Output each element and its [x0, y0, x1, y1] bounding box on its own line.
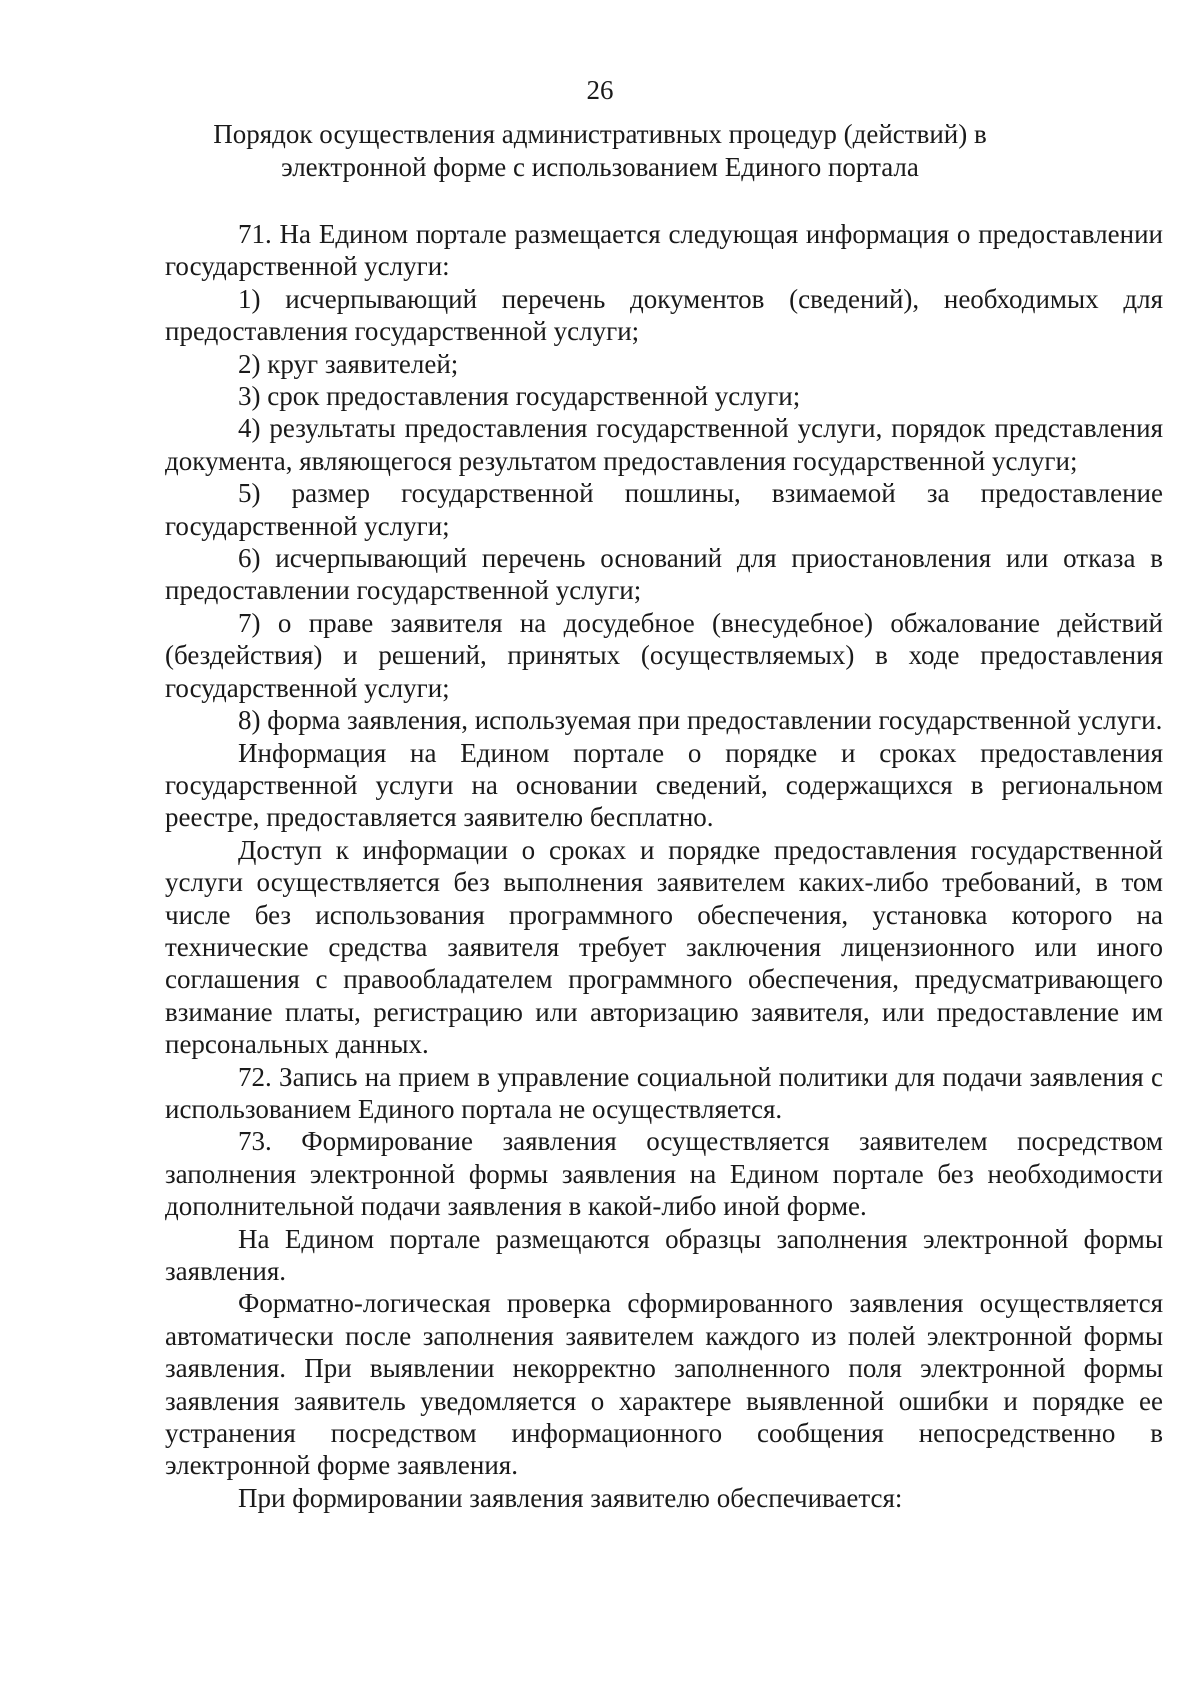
page-number: 26: [586, 75, 614, 105]
paragraph-73: 73. Формирование заявления осуществляется заявителем посредством заполнения электронной формы заявления на Едином портале без необходимости дополнительной подачи заявления в какой-либо иной форме.: [165, 1126, 1163, 1222]
paragraph-72: 72. Запись на прием в управление социальной политики для подачи заявления с использованием Единого портала не осуществляется.: [165, 1061, 1163, 1124]
list-item-6: 6) исчерпывающий перечень оснований для приостановления или отказа в предоставлении государственной услуги;: [165, 543, 1163, 606]
list-item-1: 1) исчерпывающий перечень документов (сведений), необходимых для предоставления государственной услуги;: [165, 283, 1163, 347]
paragraph-format-check: Форматно-логическая проверка сформированного заявления осуществляется автоматически после заполнения заявителем каждого из полей электронной формы заявления. При выявлении некорректно заполненного поля электронной формы заявления заявитель уведомляется о характере выявленной ошибки и порядке ее устранения посредством информационного сообщения непосредственно в электронной форме заявления.: [165, 1288, 1163, 1481]
section-title: Порядок осуществления административных процедур (действий) в электронной форме с использованием Единого портала: [213, 119, 987, 182]
list-item-3: 3) срок предоставления государственной услуги;: [238, 381, 801, 412]
list-item-4: 4) результаты предоставления государственной услуги, порядок представления документа, являющегося результатом предоставления государственной услуги;: [165, 413, 1163, 476]
paragraph-access: Доступ к информации о сроках и порядке предоставления государственной услуги осуществляется без выполнения заявителем каких-либо требований, в том числе без использования программного обеспечения, установка которого на технические средства заявителя требует заключения лицензионного или иного соглашения с правообладателем программного обеспечения, предусматривающего взимание платы, регистрацию или авторизацию заявителя, или предоставление им персональных данных.: [165, 834, 1163, 1060]
list-item-8: 8) форма заявления, используемая при предоставлении государственной услуги.: [238, 705, 1163, 736]
paragraph-71: 71. На Едином портале размещается следующая информация о предоставлении государственной услуги:: [165, 219, 1163, 282]
paragraph-samples: На Едином портале размещаются образцы заполнения электронной формы заявления.: [165, 1223, 1163, 1286]
paragraph-info-free: Информация на Едином портале о порядке и сроках предоставления государственной услуги на основании сведений, содержащихся в региональном реестре, предоставляется заявителю бесплатно.: [165, 737, 1163, 833]
document-body: [165, 218, 1163, 1514]
list-item-7: 7) о праве заявителя на досудебное (внесудебное) обжалование действий (бездействия) и решений, принятых (осуществляемых) в ходе предоставления государственной услуги;: [165, 607, 1163, 703]
paragraph-provided: При формировании заявления заявителю обеспечивается:: [238, 1482, 903, 1513]
list-item-2: 2) круг заявителей;: [238, 348, 459, 379]
list-item-5: 5) размер государственной пошлины, взимаемой за предоставление государственной услуги;: [165, 478, 1163, 541]
